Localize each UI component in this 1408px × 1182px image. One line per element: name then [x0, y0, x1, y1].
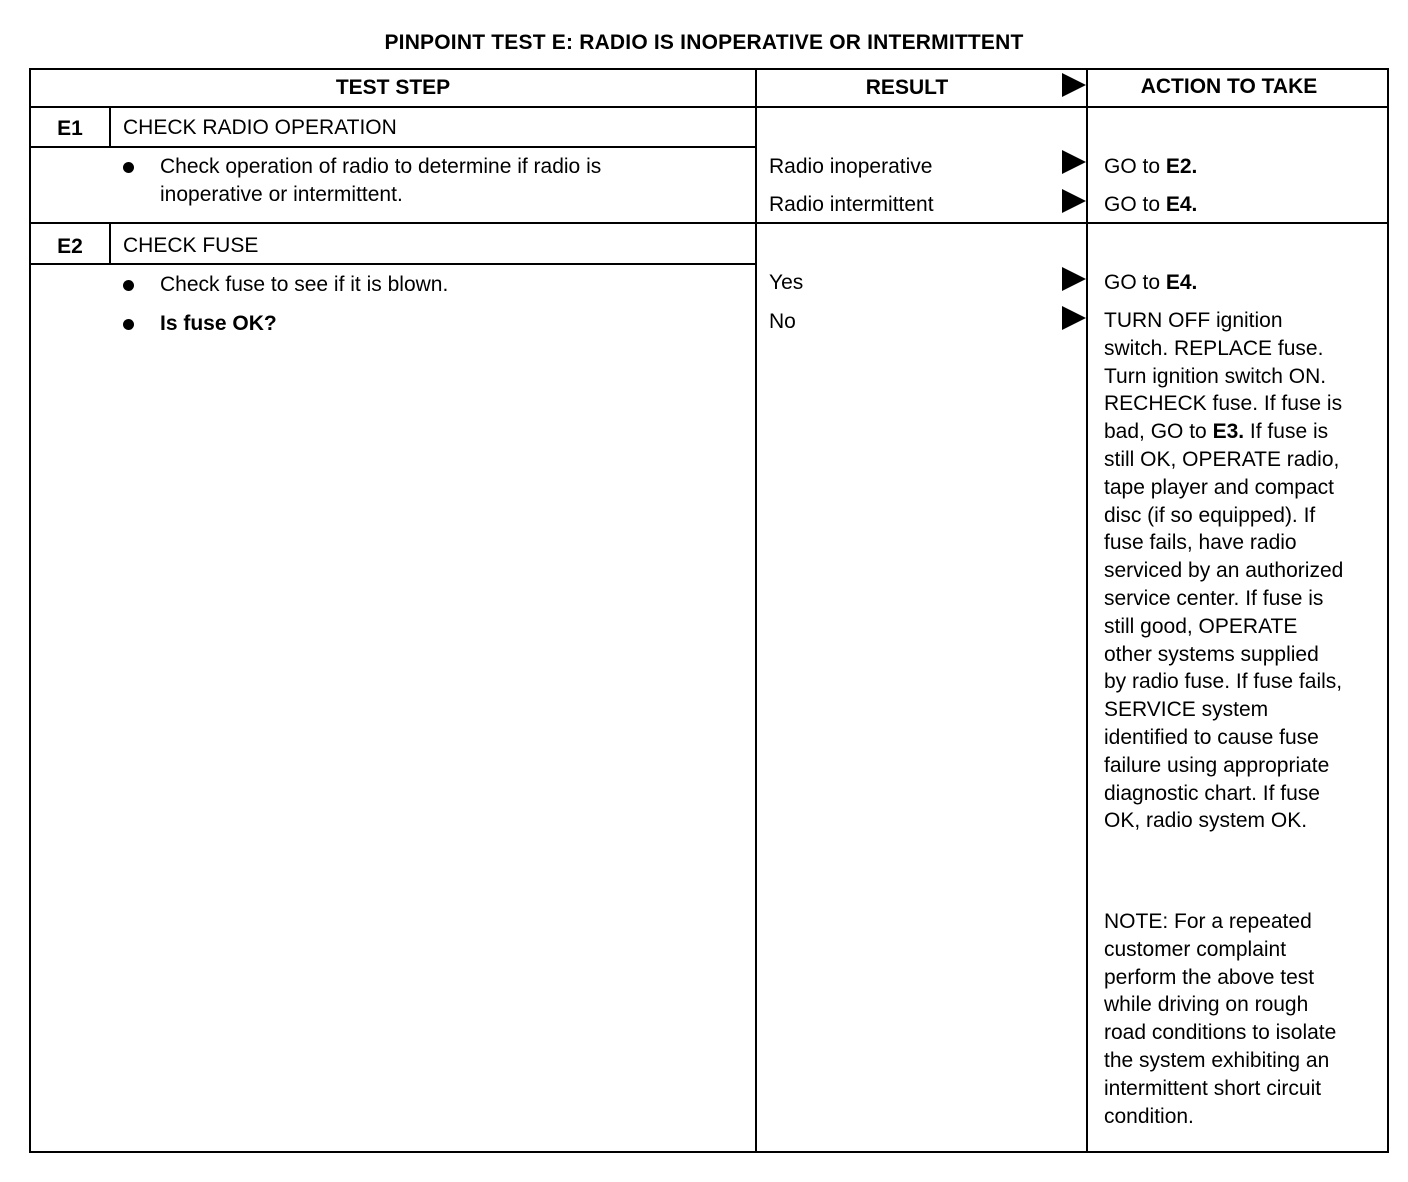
action-line: diagnostic chart. If fuse — [1104, 781, 1320, 805]
action-line: fuse fails, have radio — [1104, 531, 1297, 555]
action-line: Turn ignition switch ON. — [1104, 364, 1327, 388]
action-line: road conditions to isolate — [1104, 1021, 1337, 1045]
bullet-icon — [123, 319, 134, 330]
step-heading-e2: CHECK FUSE — [123, 234, 259, 257]
step-ref: E3. — [1212, 420, 1245, 444]
e1-result-intermittent: Radio intermittent — [769, 193, 934, 216]
step-heading-e1: CHECK RADIO OPERATION — [123, 116, 397, 139]
action-line: condition. — [1104, 1104, 1194, 1128]
action-line: switch. REPLACE fuse. — [1104, 336, 1324, 360]
step-id-e2: E2 — [57, 235, 83, 258]
table-right-border — [1387, 68, 1389, 1153]
action-line: identified to cause fuse — [1104, 725, 1319, 749]
step-ref: E4. — [1165, 271, 1198, 294]
action-line: by radio fuse. If fuse fails, — [1104, 670, 1343, 694]
header-result: RESULT — [865, 76, 949, 99]
header-action: ACTION TO TAKE — [1140, 75, 1318, 98]
action-line: RECHECK fuse. If fuse is — [1104, 392, 1343, 416]
e2-note — [1104, 908, 1336, 1130]
e2-action-no — [1104, 307, 1343, 835]
page-title: PINPOINT TEST E: RADIO IS INOPERATIVE OR INTERMITTENT — [384, 31, 1024, 54]
header-test-step: TEST STEP — [335, 76, 451, 99]
arrow-icon — [1062, 306, 1086, 330]
action-line: tape player and compact — [1104, 475, 1334, 499]
action-line: the system exhibiting an — [1104, 1048, 1330, 1072]
header-bottom-border — [29, 106, 1389, 108]
action-line: bad, GO to E3. If fuse is — [1104, 420, 1329, 444]
e1-id-divider — [109, 106, 111, 147]
col-divider-result — [755, 68, 757, 1153]
action-line: failure using appropriate — [1104, 753, 1330, 777]
e1-action-intermittent — [1104, 191, 1197, 219]
action-line: perform the above test — [1104, 965, 1315, 989]
action-prefix: GO to — [1104, 271, 1166, 294]
action-line: SERVICE system — [1104, 698, 1269, 722]
e2-id-divider — [109, 222, 111, 264]
action-line: NOTE: For a repeated — [1104, 910, 1312, 933]
e2-question-fuse-ok: Is fuse OK? — [160, 312, 277, 335]
table-top-border — [29, 68, 1389, 70]
table-bottom-border — [29, 1151, 1389, 1153]
col-divider-action — [1086, 68, 1088, 1153]
bullet-icon — [123, 162, 134, 173]
action-line: other systems supplied — [1104, 642, 1319, 666]
arrow-icon — [1062, 189, 1086, 213]
action-prefix: GO to — [1104, 193, 1166, 216]
e2-action-yes — [1104, 269, 1197, 297]
action-line: customer complaint — [1104, 937, 1287, 961]
action-line: intermittent short circuit — [1104, 1076, 1322, 1100]
step-ref: E2. — [1165, 155, 1198, 178]
action-line: serviced by an authorized — [1104, 559, 1344, 583]
action-line: disc (if so equipped). If — [1104, 503, 1316, 527]
arrow-icon — [1062, 267, 1086, 291]
action-line: TURN OFF ignition — [1104, 309, 1283, 332]
action-line: while driving on rough — [1104, 993, 1309, 1017]
bullet-icon — [123, 280, 134, 291]
e1-instruction-line2: inoperative or intermittent. — [160, 183, 403, 206]
e2-result-yes: Yes — [769, 271, 804, 294]
arrow-icon — [1062, 150, 1086, 174]
action-line: OK, radio system OK. — [1104, 809, 1308, 833]
step-id-e1: E1 — [57, 117, 83, 140]
action-line: service center. If fuse is — [1104, 586, 1324, 610]
e1-action-inoperative — [1104, 153, 1197, 181]
e1-instruction-line1: Check operation of radio to determine if radio is — [160, 155, 602, 178]
action-line: still good, OPERATE — [1104, 614, 1298, 638]
e2-result-no: No — [769, 310, 796, 333]
action-prefix: GO to — [1104, 155, 1166, 178]
e2-heading-border — [29, 263, 756, 265]
e2-instruction-check-fuse: Check fuse to see if it is blown. — [160, 273, 449, 296]
step-ref: E4. — [1165, 193, 1198, 216]
header-arrow-icon — [1062, 73, 1086, 97]
table-left-border — [29, 68, 31, 1153]
e1-heading-border — [29, 146, 756, 148]
action-line: still OK, OPERATE radio, — [1104, 447, 1340, 471]
e1-result-inoperative: Radio inoperative — [769, 155, 933, 178]
row-separator — [29, 222, 1389, 224]
